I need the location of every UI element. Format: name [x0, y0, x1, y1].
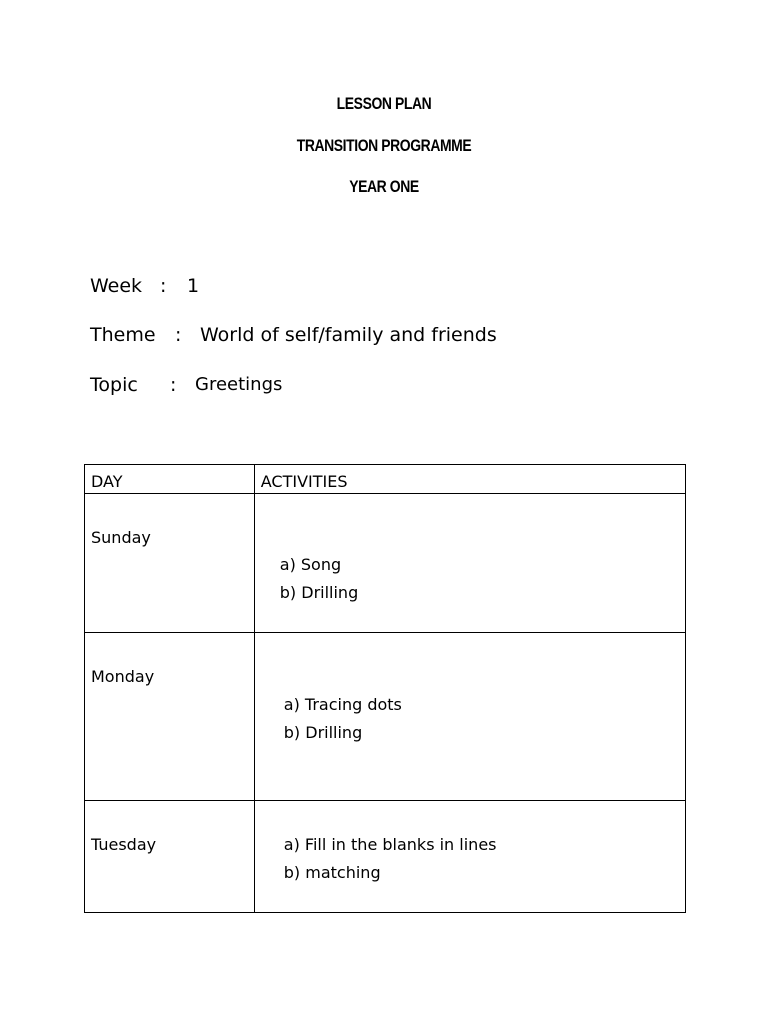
activities-table: [84, 464, 686, 913]
theme-label: Theme: [90, 324, 156, 346]
day-cell: [85, 633, 255, 801]
activity-list: [255, 633, 685, 747]
theme-colon: :: [175, 324, 182, 346]
activity-item: b) matching: [283, 863, 381, 882]
theme-value: World of self/family and friends: [200, 324, 497, 346]
day-cell: [85, 801, 255, 913]
table-row: [85, 801, 686, 913]
day-label: Monday: [91, 667, 155, 686]
day-column-header: DAY: [85, 465, 255, 494]
day-label: Sunday: [91, 528, 151, 547]
table-row: [85, 494, 686, 633]
activity-item: a) Tracing dots: [283, 695, 402, 714]
activities-cell: [254, 494, 685, 633]
day-cell: [85, 494, 255, 633]
activity-item: b) Drilling: [279, 583, 359, 602]
topic-colon: :: [170, 374, 177, 396]
topic-label: Topic: [90, 374, 138, 396]
activity-item: b) Drilling: [283, 723, 363, 742]
week-colon: :: [160, 275, 167, 297]
activities-cell: [254, 801, 685, 913]
topic-value: Greetings: [195, 374, 283, 395]
activity-list: [255, 801, 685, 887]
year-title: YEAR ONE: [349, 177, 419, 196]
table-header-row: [85, 465, 686, 494]
activity-list: [255, 494, 685, 607]
lesson-plan-title: LESSON PLAN: [336, 94, 432, 113]
table-row: [85, 633, 686, 801]
activities-cell: [254, 633, 685, 801]
programme-title: TRANSITION PROGRAMME: [296, 136, 472, 155]
week-label: Week: [90, 275, 143, 297]
activity-item: a) Fill in the blanks in lines: [283, 835, 497, 854]
activities-column-header: ACTIVITIES: [254, 465, 685, 494]
day-label: Tuesday: [91, 835, 157, 854]
week-value: 1: [187, 275, 200, 297]
activity-item: a) Song: [279, 555, 342, 574]
